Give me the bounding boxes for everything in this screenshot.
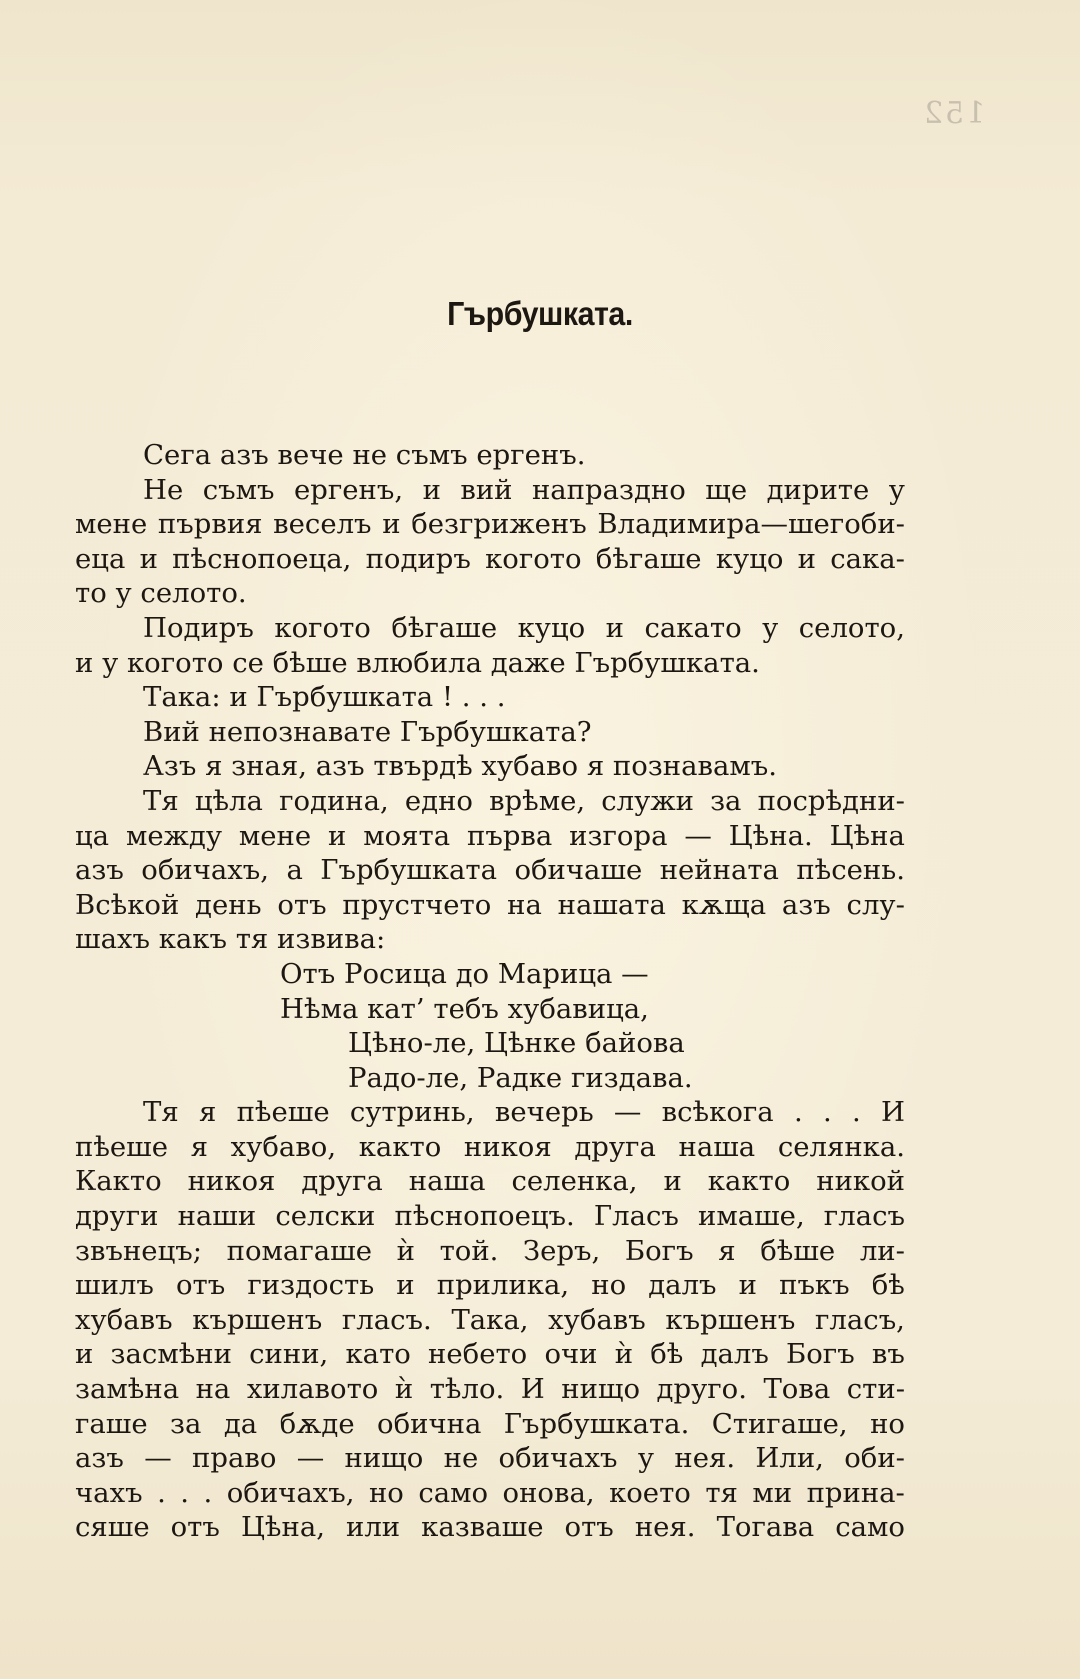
word: а [286,854,303,887]
word: и [663,1165,682,1198]
word: наша [408,1165,486,1198]
word: което [609,1476,691,1509]
word: и [328,819,347,852]
word: обичахъ [498,1442,618,1475]
word: и [382,508,401,541]
word: кършенъ [665,1303,796,1336]
word: тя [705,1476,738,1509]
text-line [75,438,905,473]
paragraphs-before-verse [75,438,905,957]
word: и [422,473,441,506]
word: И [880,1096,905,1129]
song-verse [75,957,905,1095]
word: ли- [859,1234,905,1267]
word: Не [143,473,184,506]
text-line [75,507,905,542]
text-line [75,784,905,819]
word: хубавъ [75,1303,173,1336]
word: прустчето [342,888,492,921]
text-line [75,1268,905,1303]
word: куцо [517,611,586,644]
word: нищо [561,1373,641,1406]
word: И [520,1373,545,1406]
page-number: 152 [921,96,985,131]
word: пъкъ [779,1269,850,1302]
word: бѣгаше [595,542,702,575]
text-line [75,576,905,611]
word: бѣ [871,1269,905,1302]
word: ѝ [396,1234,415,1267]
line-text: то у селото. [75,577,247,610]
word: обичаше [514,854,643,887]
word: съмъ [202,473,275,506]
word: Подиръ [143,611,254,644]
word: прилика, [436,1269,570,1302]
word: сини, [249,1338,329,1371]
word: Така, [451,1303,529,1336]
word: я [718,1234,736,1267]
text-line [75,473,905,508]
text-line [75,1303,905,1338]
word: Цѣна, [240,1511,325,1544]
word: отъ [170,1511,220,1544]
word: имаше, [697,1200,805,1233]
word: слу- [846,888,905,921]
word: прина- [806,1476,905,1509]
word: на [195,1373,231,1406]
word: сутринь, [349,1096,475,1129]
word: у [762,611,779,644]
body-text [75,438,905,1545]
word: обична [377,1407,482,1440]
word: всѣкога [661,1096,774,1129]
word: я [198,1096,217,1129]
text-line [75,1234,905,1269]
text-line [75,1164,905,1199]
word: моята [363,819,451,852]
word: Гърбушката [320,854,498,887]
word: Зеръ, [523,1234,601,1267]
word: селски [275,1200,376,1233]
word: гласъ [823,1200,905,1233]
word: Владимира—шегоби- [597,508,905,541]
word: мене [75,508,148,541]
word: — [144,1442,172,1475]
word: отъ [564,1511,614,1544]
word: сяше [75,1511,150,1544]
word: и [738,1269,757,1302]
word: пѣсень. [796,854,905,887]
word: гласъ. [341,1303,432,1336]
word: бѣгаше [391,611,498,644]
text-line [75,611,905,646]
word: ми [752,1476,793,1509]
word: сакато [644,611,742,644]
word: само [835,1511,905,1544]
text-line [75,1476,905,1511]
word: у [888,473,905,506]
word: сти- [846,1373,905,1406]
word: азъ [75,854,124,887]
word: служи [601,784,694,817]
word: ѝ [394,1373,414,1406]
word: вечерь [494,1096,594,1129]
word: първа [467,819,553,852]
word: ца [75,819,110,852]
verse-line: Цѣно-ле, Цѣнке байова [348,1027,685,1060]
word: замѣна [75,1373,180,1406]
word: ѝ [614,1338,634,1371]
word: и [797,542,817,575]
verse-line: Радо-ле, Радке гиздава. [348,1061,693,1094]
word: засмѣни [110,1338,232,1371]
word: никоя [187,1165,276,1198]
text-line [75,888,905,923]
word: Цѣна. [728,819,813,852]
verse-line: Нѣма кат’ тебъ хубавица, [280,992,649,1025]
text-line [75,1407,905,1442]
word: безгриженъ [411,508,587,541]
word: мене [238,819,312,852]
word: ще [705,473,748,506]
word: . [180,1476,190,1509]
word: бѣше [760,1234,836,1267]
word: Богъ [786,1338,855,1371]
word: звънецъ; [75,1234,203,1267]
text-line [75,1199,905,1234]
word: . [822,1096,832,1129]
word: въ [871,1338,905,1371]
word: пѣеше [236,1096,330,1129]
word: я [190,1130,209,1163]
word: отъ [277,888,327,921]
word: само [418,1476,489,1509]
word: обичахъ, [141,854,270,887]
line-text: и у когото се бѣше влюбила даже Гърбушката. [75,646,760,679]
paragraphs-after-verse [75,1095,905,1545]
text-line [75,680,905,715]
word: посрѣдни- [757,784,905,817]
word: . [851,1096,861,1129]
word: и [605,611,625,644]
word: бѫде [279,1407,355,1440]
word: друга [301,1165,383,1198]
word: Това [763,1373,831,1406]
word: пѣеше [75,1130,169,1163]
word: хубаво, [230,1130,337,1163]
word: азъ [781,888,831,921]
word: друга [574,1130,656,1163]
text-line [75,1095,905,1130]
word: далъ [700,1338,769,1371]
word: за [170,1407,202,1440]
word: хилавото [246,1373,379,1406]
line-text: Така: и Гърбушката ! . . . [143,681,506,714]
word: кѫща [681,888,767,921]
line-text: Азъ я зная, азъ твърдѣ хубаво я познавамъ. [143,750,778,783]
word: едно [404,784,473,817]
word: да [223,1407,258,1440]
chapter-title: Гърбушката. [447,295,633,332]
word: и [139,542,158,575]
word: първия [157,508,263,541]
word: хубавъ [548,1303,646,1336]
word: еца [75,542,126,575]
word: или [346,1511,401,1544]
text-line [75,715,905,750]
word: кършенъ [192,1303,323,1336]
word: Цѣна [829,819,905,852]
word: Както [75,1165,162,1198]
word: обичахъ, [226,1476,355,1509]
word: селото, [798,611,905,644]
word: куцо [715,542,784,575]
word: сака- [830,542,905,575]
word: нея. [634,1511,696,1544]
text-line [75,922,905,957]
word: день [195,888,262,921]
word: Богъ [624,1234,694,1267]
word: никой [816,1165,905,1198]
word: тѣло. [429,1373,505,1406]
word: Всѣкой [75,888,180,921]
word: Гърбушката. [503,1407,690,1440]
text-line [75,1372,905,1407]
word: година, [279,784,389,817]
word: небето [428,1338,528,1371]
word: той. [439,1234,499,1267]
word: помагаше [226,1234,372,1267]
word: цѣла [194,784,263,817]
text-line [75,1510,905,1545]
word: гаше [75,1407,148,1440]
word: ергенъ, [293,473,404,506]
word: между [125,819,223,852]
line-text: шахъ какъ тя извива: [75,923,386,956]
word: очи [544,1338,598,1371]
word: шилъ [75,1269,154,1302]
word: отъ [175,1269,226,1302]
word: казваше [421,1511,544,1544]
word: врѣме, [489,784,586,817]
word: далъ [648,1269,717,1302]
text-line [75,646,905,681]
text-line [75,749,905,784]
word: не [443,1442,479,1475]
word: . [157,1476,166,1509]
word: но [870,1407,905,1440]
word: наши [177,1200,257,1233]
word: — [684,819,712,852]
word: Тя [143,1096,179,1129]
word: пѣснопоеца, [172,542,352,575]
word: право [192,1442,277,1475]
word: Гласъ [593,1200,679,1233]
word: както [707,1165,791,1198]
word: — [296,1442,325,1475]
word: и [75,1338,94,1371]
word: изгора [569,819,668,852]
line-text: Вий непознавате Гърбушката? [143,715,592,748]
word: но [368,1476,404,1509]
word: подиръ [365,542,471,575]
word: веселъ [273,508,372,541]
word: за [710,784,742,817]
word: и [396,1269,415,1302]
text-line [75,853,905,888]
word: друго. [656,1373,747,1406]
word: гиздость [247,1269,375,1302]
word: Или, [755,1442,824,1475]
word: оби- [844,1442,905,1475]
word: Тогава [716,1511,815,1544]
word: наша [678,1130,756,1163]
word: като [345,1338,411,1371]
word: онова, [502,1476,595,1509]
word: Стигаше, [711,1407,848,1440]
word: други [75,1200,159,1233]
line-text: Сега азъ вече не съмъ ергенъ. [143,439,586,471]
word: на [507,888,542,921]
word: нищо [344,1442,424,1475]
word: нейната [659,854,779,887]
word: . [793,1096,803,1129]
word: бѣ [650,1338,684,1371]
word: но [591,1269,627,1302]
word: . [203,1476,213,1509]
word: пѣснопоецъ. [394,1200,575,1233]
word: нашата [557,888,666,921]
word: напраздно [531,473,686,506]
word: никоя [463,1130,552,1163]
word: чахъ [75,1476,143,1509]
word: селянка. [777,1130,905,1163]
text-line [75,1337,905,1372]
word: селенка, [511,1165,638,1198]
word: нея. [674,1442,736,1475]
word: вий [460,473,513,506]
word: дирите [766,473,870,506]
word: когото [274,611,371,644]
word: както [358,1130,442,1163]
word: когото [485,542,582,575]
text-line [75,819,905,854]
word: у [637,1442,655,1475]
word: — [613,1096,642,1129]
word: гласъ, [815,1303,905,1336]
verse-line: Отъ Росица до Марица — [280,957,649,990]
text-line [75,542,905,577]
word: Тя [143,784,179,817]
text-line [75,1441,905,1476]
word: азъ [75,1442,124,1475]
text-line [75,1130,905,1165]
